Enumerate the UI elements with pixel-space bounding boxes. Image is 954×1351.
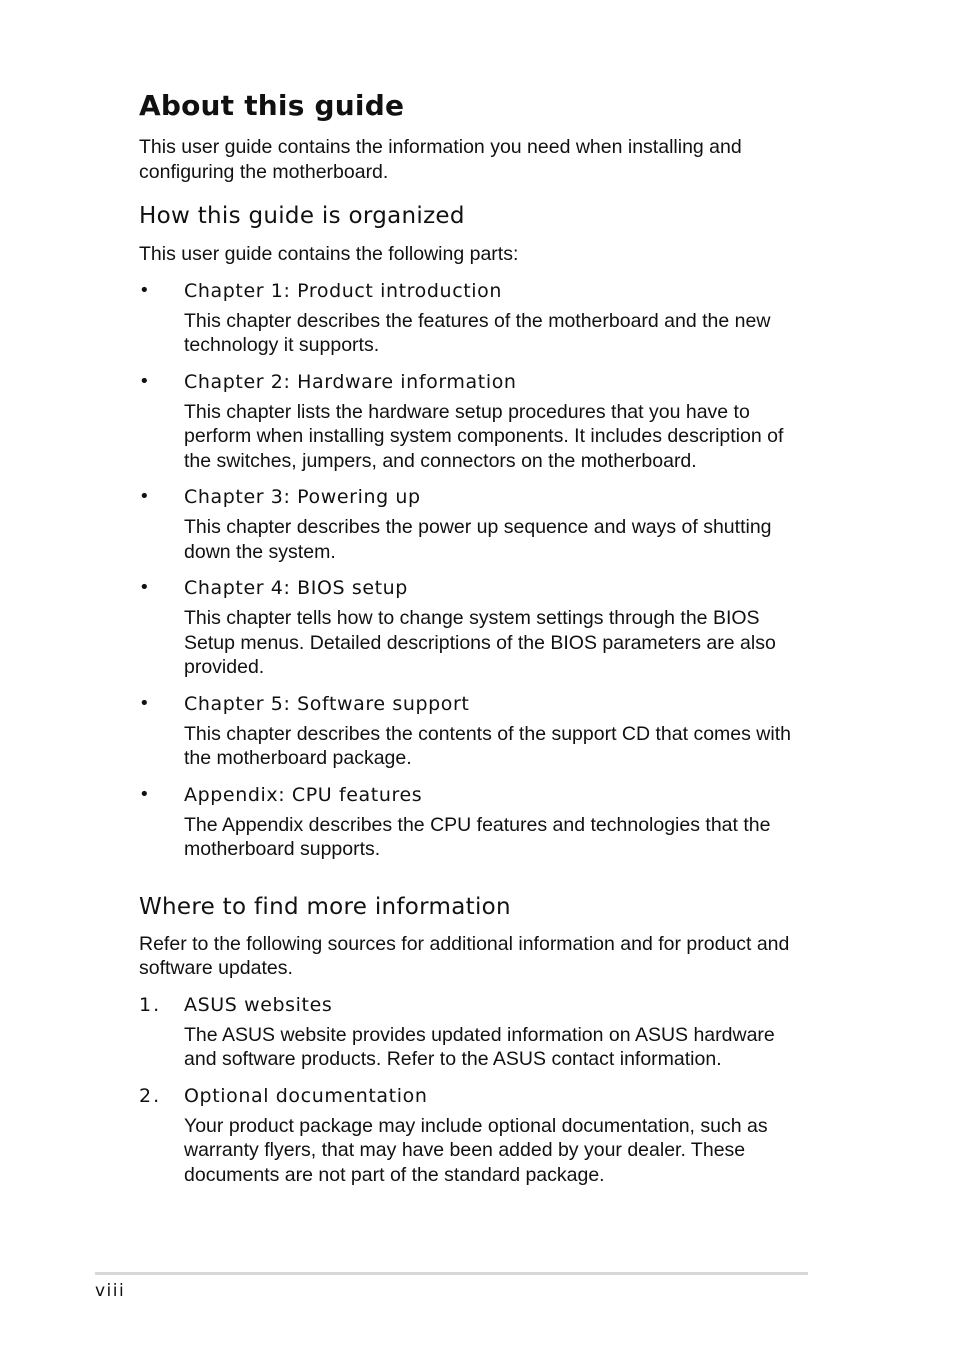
list-item: [139, 485, 811, 564]
item-title: Appendix: CPU features: [184, 783, 423, 806]
item-description: This chapter describes the power up sequence and ways of shutting down the system.: [184, 516, 772, 563]
page-title: About this guide: [139, 89, 405, 122]
sources-list: [139, 993, 811, 1188]
organized-section: [139, 201, 811, 862]
item-number: 2.: [139, 1084, 162, 1107]
item-description: This chapter tells how to change system settings through the BIOS Setup menus. Detailed descriptions of the BIOS parameters are also provided.: [184, 607, 776, 678]
item-description: The ASUS website provides updated information on ASUS hardware and software products. Refer to the ASUS contact information.: [184, 1023, 775, 1070]
more-info-intro: Refer to the following sources for additional information and for product and software updates.: [139, 932, 790, 979]
list-item: [139, 370, 811, 474]
item-title: Chapter 5: Software support: [184, 692, 470, 715]
bullet-icon: •: [139, 783, 150, 805]
page-number: viii: [95, 1281, 126, 1301]
item-title: Chapter 3: Powering up: [184, 486, 421, 508]
more-info-heading: Where to find more information: [139, 893, 511, 920]
bullet-icon: •: [139, 279, 150, 301]
bullet-icon: •: [139, 486, 150, 507]
list-item: [139, 783, 811, 862]
organized-intro: This user guide contains the following parts:: [139, 243, 519, 265]
item-title: ASUS websites: [184, 993, 333, 1016]
item-title: Optional documentation: [184, 1084, 428, 1107]
list-item: [139, 692, 811, 771]
item-title: Chapter 4: BIOS setup: [184, 577, 408, 599]
item-description: This chapter describes the features of the motherboard and the new technology it supports.: [184, 309, 771, 356]
item-description: This chapter lists the hardware setup procedures that you have to perform when installing system components. It includes description of the switches, jumpers, and connectors on the motherboard.: [184, 400, 784, 472]
item-number: 1.: [139, 993, 162, 1016]
more-info-section: [139, 892, 811, 1188]
list-item: [139, 576, 811, 680]
item-description: The Appendix describes the CPU features and technologies that the motherboard supports.: [184, 813, 771, 860]
bullet-icon: •: [139, 370, 150, 392]
intro-paragraph: This user guide contains the information you need when installing and configuring the motherboard.: [139, 136, 742, 183]
bullet-icon: •: [139, 692, 150, 714]
item-title: Chapter 2: Hardware information: [184, 370, 517, 393]
organized-heading: How this guide is organized: [139, 203, 465, 229]
item-description: Your product package may include optional documentation, such as warranty flyers, that may have been added by your dealer. These documents are not part of the standard package.: [184, 1114, 768, 1186]
list-item: [139, 993, 811, 1072]
chapter-list: [139, 279, 811, 862]
footer-divider: [95, 1272, 808, 1275]
item-description: This chapter describes the contents of the support CD that comes with the motherboard package.: [184, 722, 791, 769]
list-item: [139, 279, 811, 358]
list-item: [139, 1084, 811, 1188]
document-page: [139, 86, 811, 1187]
bullet-icon: •: [139, 577, 150, 598]
item-title: Chapter 1: Product introduction: [184, 279, 503, 302]
